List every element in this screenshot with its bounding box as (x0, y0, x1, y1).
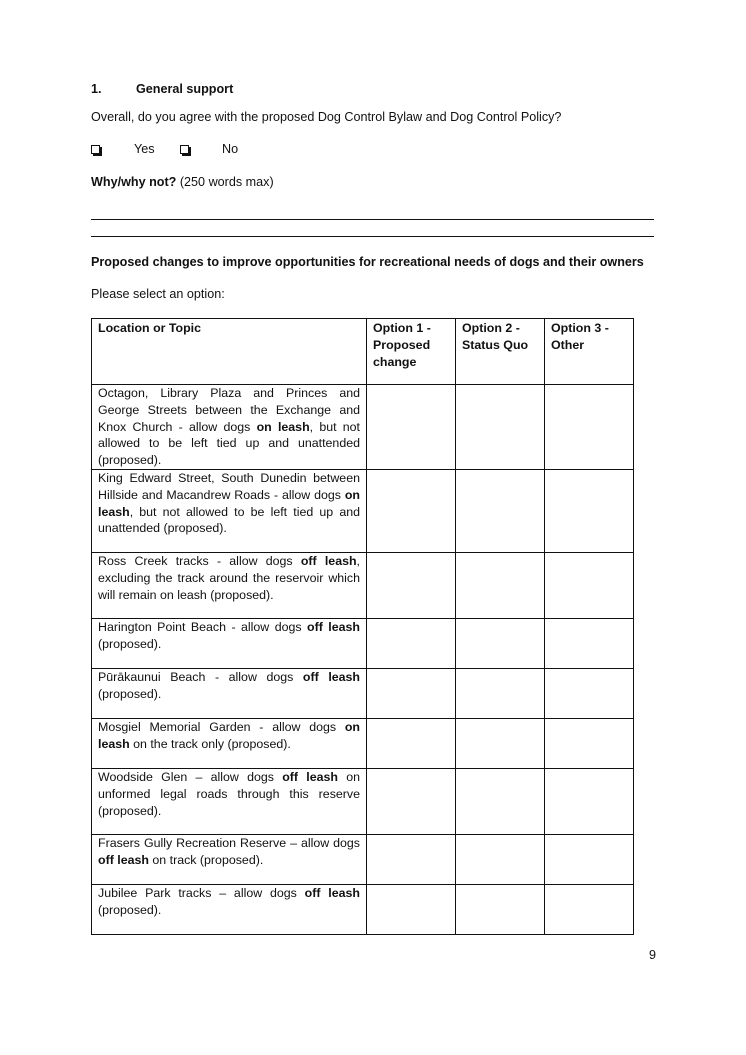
option-2-cell[interactable] (456, 768, 545, 834)
option-1-cell[interactable] (367, 618, 456, 668)
leash-rule: off leash (304, 885, 360, 900)
option-3-cell[interactable] (545, 385, 634, 470)
location-text-end: , but not allowed to be left tied up and unattended (proposed). (98, 419, 360, 468)
why-limit: (250 words max) (176, 175, 274, 189)
location-text: Octagon, Library Plaza and Princes and George Streets between the Exchange and Knox Church - allow dogs (98, 386, 360, 434)
location-text-end: , but not allowed to be left tied up and unattended (proposed). (98, 504, 360, 536)
location-cell (92, 718, 367, 768)
page-number: 9 (649, 948, 657, 962)
option-3-cell[interactable] (545, 884, 634, 934)
option-2-cell[interactable] (456, 718, 545, 768)
header-option-1: Option 1 - Proposed change (367, 319, 456, 385)
location-text: Frasers Gully Recreation Reserve – allow dogs (98, 835, 360, 850)
header-location: Location or Topic (92, 319, 367, 385)
why-bold: Why/why not? (91, 175, 177, 189)
table-row (92, 718, 634, 768)
leash-rule: off leash (98, 852, 149, 867)
location-text: Mosgiel Memorial Garden - allow dogs (98, 719, 345, 734)
location-cell (92, 385, 367, 470)
option-2-cell[interactable] (456, 668, 545, 718)
no-label: No (222, 142, 239, 156)
location-text: Harington Point Beach - allow dogs (98, 619, 308, 634)
leash-rule: on leash (98, 487, 360, 519)
leash-rule: off leash (302, 669, 361, 684)
table-row (92, 618, 634, 668)
option-3-cell[interactable] (545, 834, 634, 884)
leash-rule: on leash (98, 719, 360, 751)
why-prompt (91, 175, 274, 189)
section-title: General support (136, 82, 234, 96)
question-text: Overall, do you agree with the proposed Dog Control Bylaw and Dog Control Policy? (91, 110, 562, 124)
yes-checkbox[interactable] (91, 145, 100, 154)
option-3-cell[interactable] (545, 552, 634, 618)
yes-no-choices (91, 142, 238, 156)
option-2-cell[interactable] (456, 552, 545, 618)
table-row (92, 552, 634, 618)
option-2-cell[interactable] (456, 834, 545, 884)
table-header-row (92, 319, 634, 385)
option-1-cell[interactable] (367, 385, 456, 470)
answer-line-1[interactable] (91, 219, 654, 220)
option-3-cell[interactable] (545, 469, 634, 552)
header-option-2: Option 2 - Status Quo (456, 319, 545, 385)
option-1-cell[interactable] (367, 668, 456, 718)
location-cell (92, 618, 367, 668)
leash-rule: off leash (300, 553, 357, 568)
location-text-end: on unformed legal roads through this reserve (proposed). (98, 769, 360, 818)
options-table (91, 318, 634, 935)
location-cell (92, 884, 367, 934)
table-row (92, 385, 634, 470)
option-2-cell[interactable] (456, 618, 545, 668)
location-text: Ross Creek tracks - allow dogs (98, 553, 301, 568)
option-1-cell[interactable] (367, 469, 456, 552)
location-text-end: on track (proposed). (148, 852, 264, 867)
location-text: King Edward Street, South Dunedin between Hillside and Macandrew Roads - allow dogs (98, 470, 360, 502)
leash-rule: on leash (256, 419, 310, 434)
location-text: Jubilee Park tracks – allow dogs (98, 885, 305, 900)
option-3-cell[interactable] (545, 668, 634, 718)
table-row (92, 768, 634, 834)
yes-label: Yes (134, 142, 155, 156)
location-text: Woodside Glen – allow dogs (98, 769, 283, 784)
location-cell (92, 768, 367, 834)
table-row (92, 469, 634, 552)
option-3-cell[interactable] (545, 618, 634, 668)
subheading: Proposed changes to improve opportunities for recreational needs of dogs and their owners (91, 255, 644, 269)
location-text-end: on the track only (proposed). (129, 736, 291, 751)
option-2-cell[interactable] (456, 469, 545, 552)
section-heading (91, 82, 233, 96)
header-option-3: Option 3 - Other (545, 319, 634, 385)
select-prompt: Please select an option: (91, 287, 225, 301)
location-text: Pūrākaunui Beach - allow dogs (98, 669, 303, 684)
option-3-cell[interactable] (545, 768, 634, 834)
option-1-cell[interactable] (367, 834, 456, 884)
location-text-end: (proposed). (98, 902, 162, 917)
table-row (92, 834, 634, 884)
location-text-end: (proposed). (98, 636, 162, 651)
leash-rule: off leash (282, 769, 338, 784)
option-2-cell[interactable] (456, 884, 545, 934)
option-1-cell[interactable] (367, 552, 456, 618)
option-1-cell[interactable] (367, 768, 456, 834)
leash-rule: off leash (307, 619, 360, 634)
answer-line-2[interactable] (91, 236, 654, 237)
table-row (92, 668, 634, 718)
no-checkbox[interactable] (180, 145, 189, 154)
location-cell (92, 834, 367, 884)
table-row (92, 884, 634, 934)
option-3-cell[interactable] (545, 718, 634, 768)
option-1-cell[interactable] (367, 718, 456, 768)
option-2-cell[interactable] (456, 385, 545, 470)
location-text-end: (proposed). (98, 686, 162, 701)
option-1-cell[interactable] (367, 884, 456, 934)
location-cell (92, 552, 367, 618)
location-cell (92, 469, 367, 552)
location-text-end: , excluding the track around the reservoir which will remain on leash (proposed). (98, 553, 360, 602)
location-cell (92, 668, 367, 718)
section-number: 1. (91, 82, 102, 96)
